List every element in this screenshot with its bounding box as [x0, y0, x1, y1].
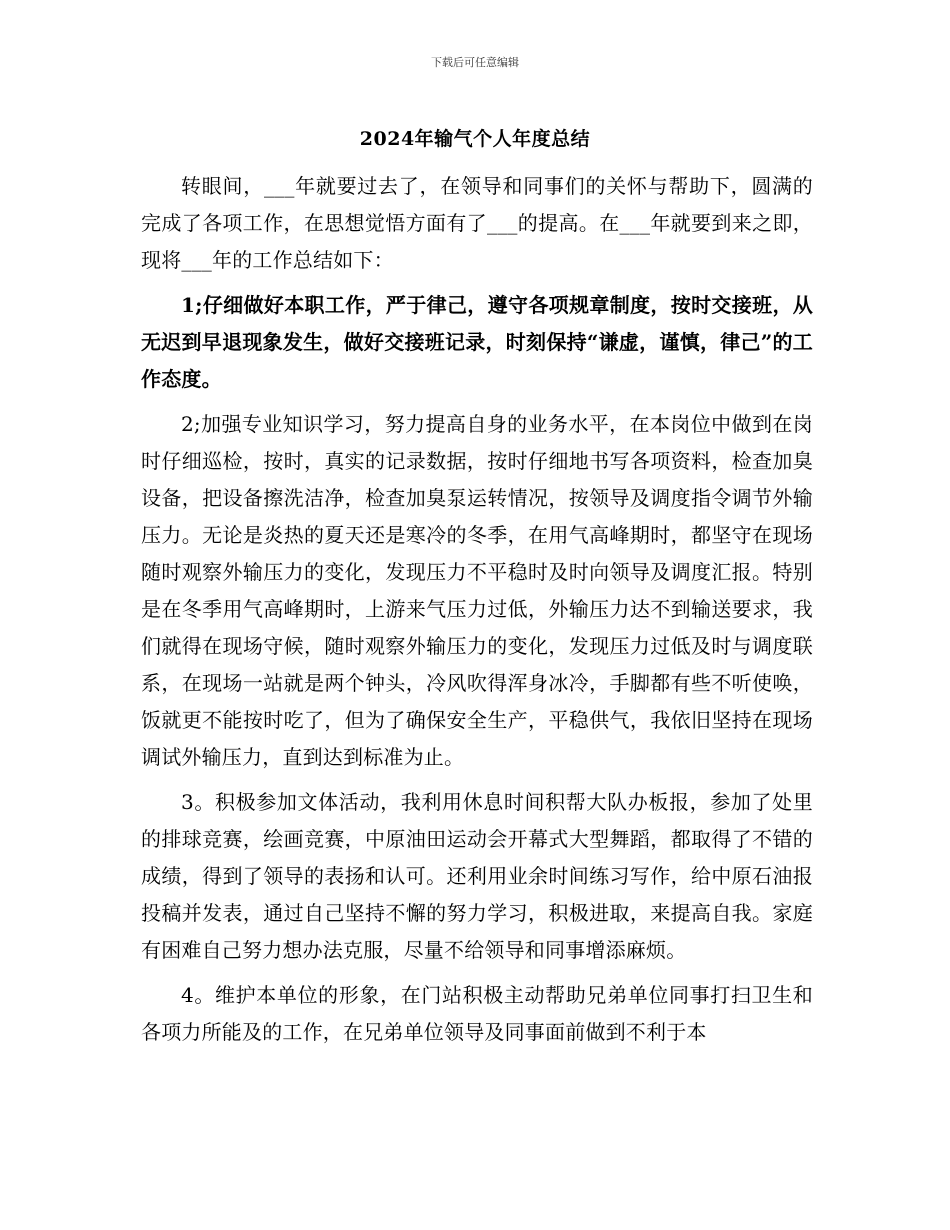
paragraph-item-4: 4。维护本单位的形象，在门站积极主动帮助兄弟单位同事打扫卫生和各项力所能及的工作，在兄弟单位领导及同事面前做到不利于本: [141, 983, 813, 1044]
document-title: 2024年输气个人年度总结: [359, 128, 591, 150]
paragraph-intro: 转眼间，___年就要过去了，在领导和同事们的关怀与帮助下，圆满的完成了各项工作，在思想觉悟方面有了___的提高。在___年就要到来之即，现将___年的工作总结如下：: [141, 174, 813, 272]
paragraph-item-3: 3。积极参加文体活动，我利用休息时间积帮大队办板报，参加了处里的排球竞赛，绘画竞赛，中原油田运动会开幕式大型舞蹈，都取得了不错的成绩，得到了领导的表扬和认可。还利用业余时间练习写作，给中原石油报投稿并发表，通过自己坚持不懈的努力学习，积极进取，来提高自我。家庭有困难自己努力想办法克服，尽量不给领导和同事增添麻烦。: [141, 790, 813, 962]
page-header-note: 下载后可任意编辑: [431, 56, 519, 69]
paragraph-item-1: 1;仔细做好本职工作，严于律己，遵守各项规章制度，按时交接班，从无迟到早退现象发生，做好交接班记录，时刻保持“谦虚，谨慎，律己”的工作态度。: [141, 293, 813, 391]
document-body: [141, 168, 813, 1059]
paragraph-item-2: 2;加强专业知识学习，努力提高自身的业务水平，在本岗位中做到在岗时仔细巡检，按时，真实的记录数据，按时仔细地书写各项资料，检查加臭设备，把设备擦洗洁净，检查加臭泵运转情况，按领导及调度指令调节外输压力。无论是炎热的夏天还是寒冷的冬季，在用气高峰期时，都坚守在现场随时观察外输压力的变化，发现压力不平稳时及时向领导及调度汇报。特别是在冬季用气高峰期时，上游来气压力过低，外输压力达不到输送要求，我们就得在现场守候，随时观察外输压力的变化，发现压力过低及时与调度联系，在现场一站就是两个钟头，冷风吹得浑身冰冷，手脚都有些不听使唤，饭就更不能按时吃了，但为了确保安全生产，平稳供气，我依旧坚持在现场调试外输压力，直到达到标准为止。: [141, 412, 813, 769]
